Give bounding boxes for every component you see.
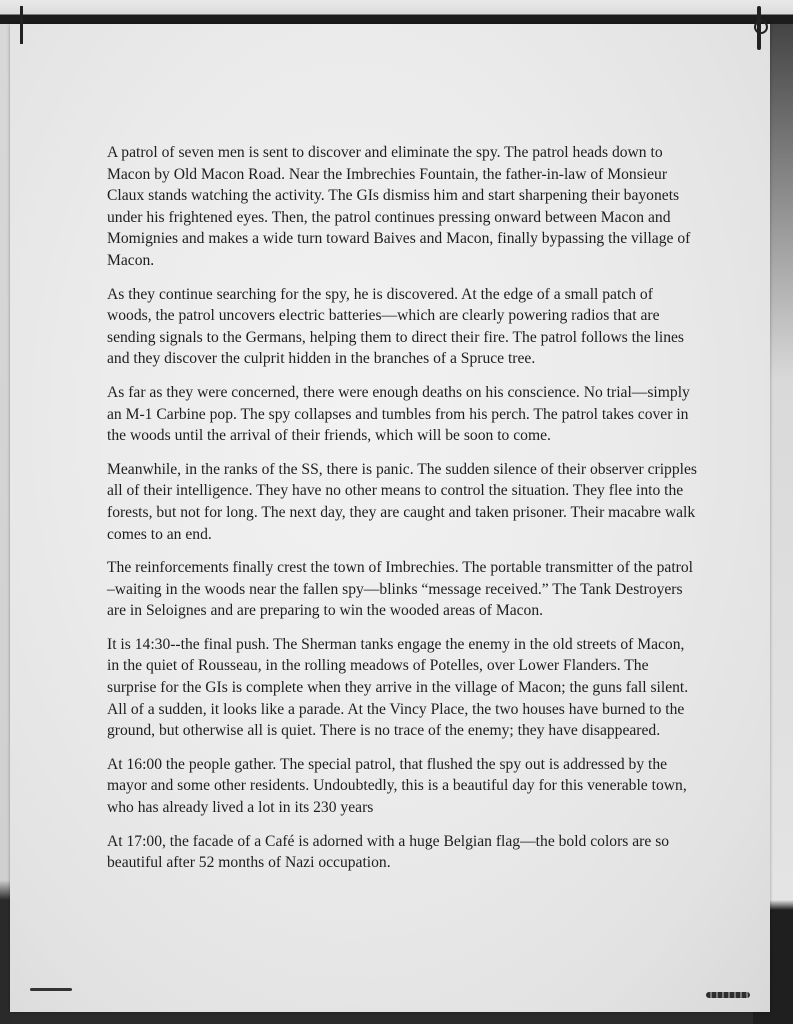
paragraph-spy-shot: As far as they were concerned, there were enough deaths on his conscience. No trial—simply an M-1 Carbine pop. The spy collapses and tumbles from his perch. The patrol takes cover in the woods until the arrival of their friends, which will be soon to come.: [107, 383, 690, 445]
clip-top-right-icon: [757, 6, 761, 50]
paragraph-ss-panic: Meanwhile, in the ranks of the SS, there is panic. The sudden silence of their observer cripples all of their intelligence. They have no other means to control the situation. They flee into the forests, but not for long. The next day, they are caught and taken prisoner. Their macabre walk comes to an end.: [107, 460, 697, 543]
paragraph-reinforcements: The reinforcements finally crest the town of Imbrechies. The portable transmitter of the patrol –waiting in the woods near the fallen spy—blinks “message received.” The Tank Destroyers are in Seloignes and are preparing to win the wooded areas of Macon.: [107, 559, 693, 620]
tape-bottom-right-icon: [706, 992, 750, 998]
paragraph-people-gather: At 16:00 the people gather. The special patrol, that flushed the spy out is addressed by the mayor and some other residents. Undoubtedly, this is a beautiful day for this venerable town, who has already lived a lot in its 230 years: [107, 755, 687, 817]
paragraph-final-push: It is 14:30--the final push. The Sherman tanks engage the enemy in the old streets of Macon, in the quiet of Rousseau, in the rolling meadows of Potelles, over Lower Flanders. The surprise for the GIs is complete when they arrive in the village of Macon; the guns fall silent. All of a sudden, it looks like a parade. At the Vincy Place, the two houses have burned to the ground, but otherwise all is quiet. There is no trace of the enemy; they have disappeared.: [107, 635, 689, 740]
tape-bottom-left-icon: [30, 988, 72, 991]
document-body: [107, 142, 697, 886]
pin-top-left-icon: [20, 6, 23, 44]
top-rail: [0, 0, 793, 24]
paragraph-belgian-flag: At 17:00, the facade of a Café is adorned with a huge Belgian flag—the bold colors are so beautiful after 52 months of Nazi occupation.: [107, 832, 670, 872]
paragraph-patrol-sent: A patrol of seven men is sent to discover and eliminate the spy. The patrol heads down to Macon by Old Macon Road. Near the Imbrechies Fountain, the father-in-law of Monsieur Claux stands watching the activity. The GIs dismiss him and start sharpening their bayonets under his frightened eyes. Then, the patrol continues pressing onward between Macon and Momignies and makes a wide turn toward Baives and Macon, finally bypassing the village of Macon.: [107, 144, 691, 269]
paragraph-spy-discovered: As they continue searching for the spy, he is discovered. At the edge of a small patch of woods, the patrol uncovers electric batteries—which are clearly powering radios that are sending signals to the Germans, helping them to direct their fire. The patrol follows the lines and they discover the culprit hidden in the branches of a Spruce tree.: [107, 285, 684, 368]
posted-sheet: [10, 24, 770, 1012]
